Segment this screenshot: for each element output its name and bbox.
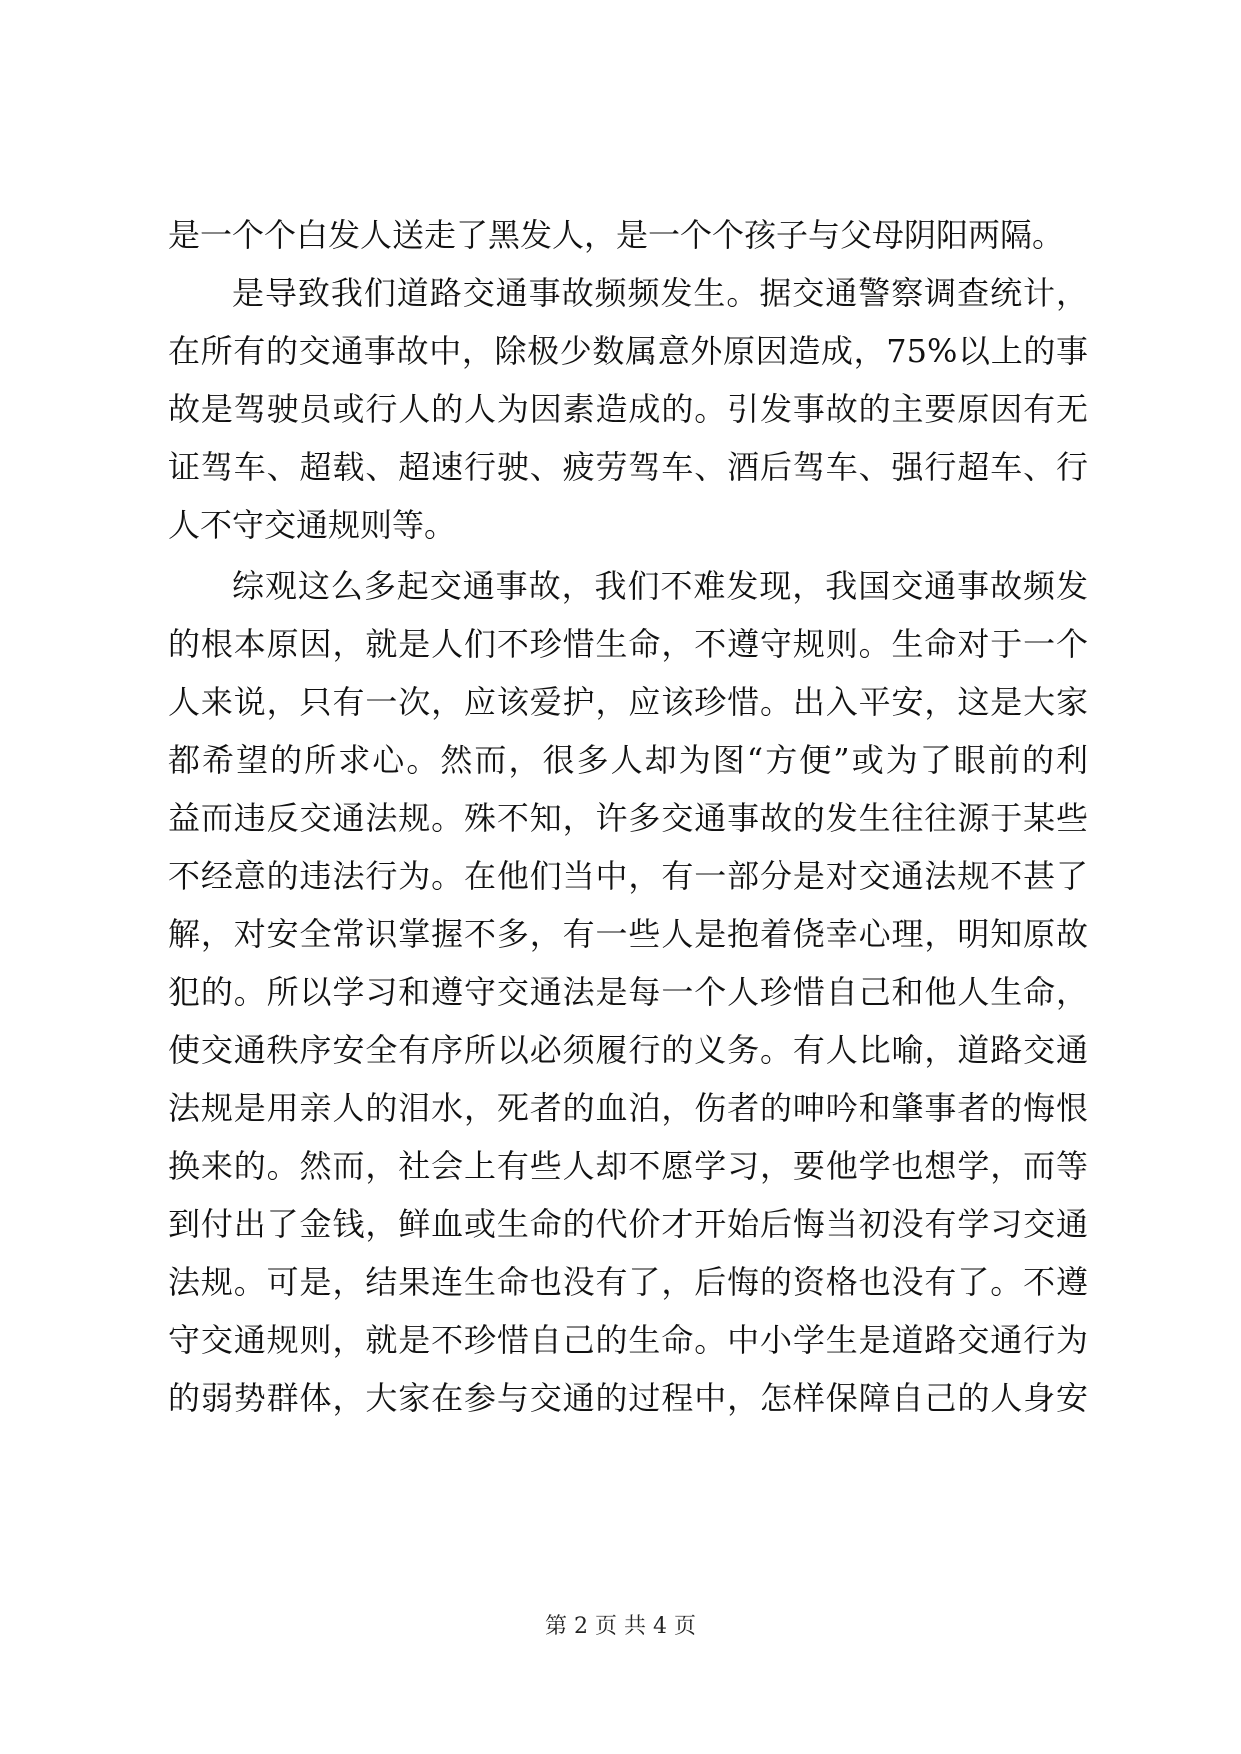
text-line: 益而违反交通法规。殊不知，许多交通事故的发生往往源于某些 (168, 799, 1088, 837)
text-line: 的根本原因，就是人们不珍惜生命，不遵守规则。生命对于一个 (168, 625, 1088, 663)
text-line: 犯的。所以学习和遵守交通法是每一个人珍惜自己和他人生命， (168, 973, 1088, 1011)
text-line: 的弱势群体，大家在参与交通的过程中，怎样保障自己的人身安 (168, 1379, 1088, 1417)
text-line: 是一个个白发人送走了黑发人，是一个个孩子与父母阴阳两隔。 (168, 216, 1065, 254)
text-line: 人来说，只有一次，应该爱护，应该珍惜。出入平安，这是大家 (168, 683, 1088, 721)
text-line: 证驾车、超载、超速行驶、疲劳驾车、酒后驾车、强行超车、行 (168, 448, 1088, 486)
text-line: 法规。可是，结果连生命也没有了，后悔的资格也没有了。不遵 (168, 1263, 1088, 1301)
text-line: 法规是用亲人的泪水，死者的血泊，伤者的呻吟和肇事者的悔恨 (168, 1089, 1088, 1127)
text-line: 不经意的违法行为。在他们当中，有一部分是对交通法规不甚了 (168, 857, 1088, 895)
text-line: 守交通规则，就是不珍惜自己的生命。中小学生是道路交通行为 (168, 1321, 1088, 1359)
text-line: 到付出了金钱，鲜血或生命的代价才开始后悔当初没有学习交通 (168, 1205, 1088, 1243)
text-line: 是导致我们道路交通事故频频发生。据交通警察调查统计， (232, 274, 1088, 312)
text-line: 人不守交通规则等。 (168, 506, 457, 544)
text-line: 综观这么多起交通事故，我们不难发现，我国交通事故频发 (232, 567, 1088, 605)
page-number-footer: 第 2 页 共 4 页 (545, 1614, 696, 1639)
text-line: 故是驾驶员或行人的人为因素造成的。引发事故的主要原因有无 (168, 390, 1088, 428)
text-line: 在所有的交通事故中，除极少数属意外原因造成，75%以上的事 (168, 332, 1088, 370)
text-line: 都希望的所求心。然而，很多人却为图“方便”或为了眼前的利 (168, 741, 1088, 779)
text-line: 使交通秩序安全有序所以必须履行的义务。有人比喻，道路交通 (168, 1031, 1088, 1069)
text-line: 解，对安全常识掌握不多，有一些人是抱着侥幸心理，明知原故 (168, 915, 1088, 953)
text-line: 换来的。然而，社会上有些人却不愿学习，要他学也想学，而等 (168, 1147, 1088, 1185)
